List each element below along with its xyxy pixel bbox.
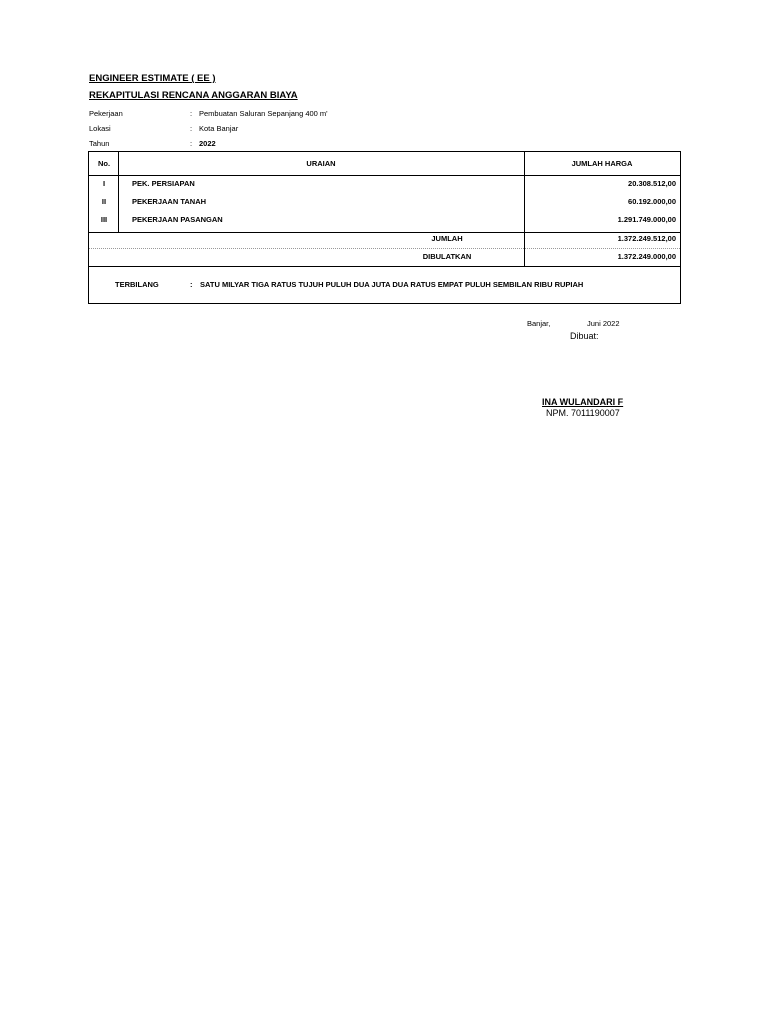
row-jumlah: 60.192.000,00 [628, 197, 676, 206]
row-uraian: PEK. PERSIAPAN [132, 179, 195, 188]
info-colon: : [190, 109, 193, 118]
rounded-divider [89, 266, 680, 267]
row-uraian: PEKERJAAN PASANGAN [132, 215, 223, 224]
header-divider [89, 175, 680, 176]
rab-summary-table [88, 151, 681, 304]
header-uraian: URAIAN [306, 159, 336, 168]
signature-made-by: Dibuat: [570, 331, 599, 341]
document-subtitle: REKAPITULASI RENCANA ANGGARAN BIAYA [89, 90, 298, 101]
row-no: I [102, 179, 106, 188]
header-jumlah-harga: JUMLAH HARGA [571, 159, 633, 168]
terbilang-colon: : [190, 280, 193, 289]
total-value: 1.372.249.512,00 [617, 234, 676, 243]
row-no: III [100, 215, 108, 224]
info-value-lokasi: Kota Banjar [199, 124, 239, 133]
rounded-value: 1.372.249.000,00 [617, 252, 676, 261]
signature-npm: NPM. 7011190007 [546, 408, 620, 418]
info-colon: : [190, 139, 193, 148]
rows-divider [89, 232, 680, 233]
info-label-lokasi: Lokasi [89, 124, 111, 133]
info-colon: : [190, 124, 193, 133]
info-value-pekerjaan: Pembuatan Saluran Sepanjang 400 m' [199, 109, 328, 118]
info-label-tahun: Tahun [89, 139, 110, 148]
row-jumlah: 20.308.512,00 [628, 179, 676, 188]
total-divider [89, 248, 680, 249]
terbilang-label: TERBILANG [115, 280, 159, 289]
rounded-label: DIBULATKAN [422, 252, 472, 261]
signature-name: INA WULANDARI F [542, 397, 624, 407]
header-no: No. [97, 159, 111, 168]
row-no: II [101, 197, 107, 206]
signature-date: Juni 2022 [587, 319, 620, 328]
column-divider [524, 152, 525, 267]
column-divider [118, 152, 119, 233]
total-label: JUMLAH [431, 234, 463, 243]
document-title: ENGINEER ESTIMATE ( EE ) [89, 73, 216, 84]
row-uraian: PEKERJAAN TANAH [132, 197, 207, 206]
signature-place: Banjar, [527, 319, 551, 328]
row-jumlah: 1.291.749.000,00 [617, 215, 676, 224]
terbilang-value: SATU MILYAR TIGA RATUS TUJUH PULUH DUA JUTA DUA RATUS EMPAT PULUH SEMBILAN RIBU RUPIAH [200, 280, 584, 289]
info-value-tahun: 2022 [199, 139, 216, 148]
info-label-pekerjaan: Pekerjaan [89, 109, 123, 118]
